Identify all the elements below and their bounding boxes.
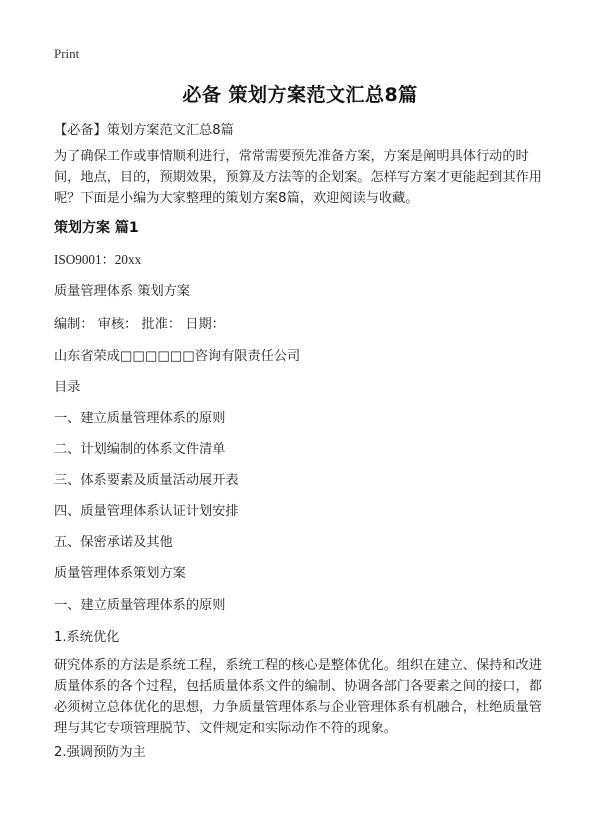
section-heading: 策划方案 篇1 xyxy=(54,220,139,236)
toc-item: 一、建立质量管理体系的原则 xyxy=(54,411,226,426)
signoff-line: 编制： 审核： 批准： 日期： xyxy=(54,317,225,332)
company-line: 山东省荣成□□□□□□咨询有限责任公司 xyxy=(54,349,301,364)
intro-subtitle: 【必备】策划方案范文汇总8篇 xyxy=(54,123,234,138)
toc-item: 二、计划编制的体系文件清单 xyxy=(54,442,226,457)
doc-title-line: 质量管理体系 策划方案 xyxy=(54,284,191,299)
toc-item: 四、质量管理体系认证计划安排 xyxy=(54,504,239,519)
toc-item: 三、体系要素及质量活动展开表 xyxy=(54,473,239,488)
part-heading: 一、建立质量管理体系的原则 xyxy=(54,598,226,613)
document-title: 必备 策划方案范文汇总8篇 xyxy=(182,84,418,106)
body-title: 质量管理体系策划方案 xyxy=(54,566,186,581)
print-link[interactable]: Print xyxy=(54,46,80,61)
toc-item: 五、保密承诺及其他 xyxy=(54,535,173,550)
intro-paragraph: 为了确保工作或事情顺利进行，常常需要预先准备方案，方案是阐明具体行动的时间，地点，目的，预期效果，预算及方法等的企划案。怎样写方案才更能起到其作用呢？下面是小编为大家整理的策划方案8篇，欢迎阅读与收藏。 xyxy=(54,149,542,206)
standard-line: ISO9001：20xx xyxy=(54,252,142,267)
item-paragraph: 研究体系的方法是系统工程，系统工程的核心是整体优化。组织在建立、保持和改进质量体系的各个过程，包括质量体系文件的编制、协调各部门各要素之间的接口，都必须树立总体优化的思想，力争质量管理体系与企业管理体系有机融合，杜绝质量管理与其它专项管理脱节、文件规定和实际动作不符的现象。 xyxy=(54,658,542,736)
toc-label: 目录 xyxy=(54,380,81,395)
item-heading: 1.系统优化 xyxy=(54,630,120,645)
item-heading: 2.强调预防为主 xyxy=(54,745,146,760)
